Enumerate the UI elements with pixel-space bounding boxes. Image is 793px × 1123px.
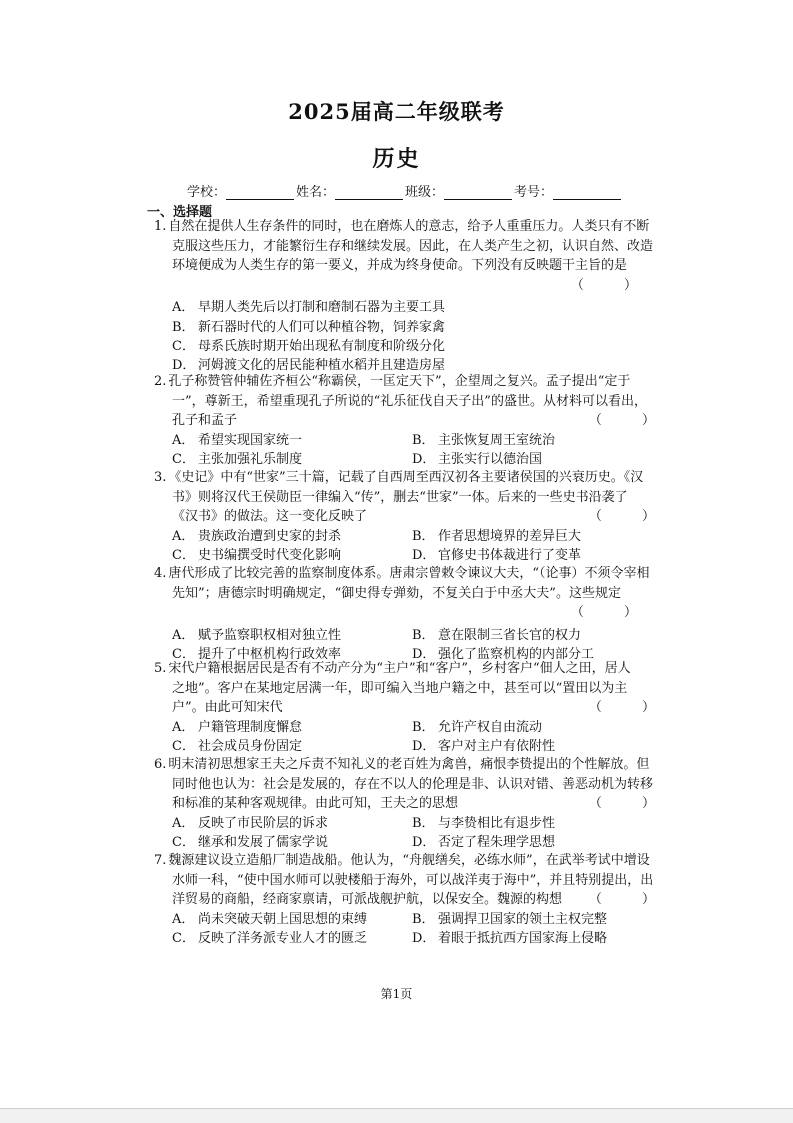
question-stem: 5. 宋代户籍根据居民是否有不动产分为“主户”和“客户”，乡村客户“佃人之田，居人 之地”。客户在某地定居满一年，即可编入当地户籍之中，甚至可以“置田以为主 户”。由此可知宋代 （ ） (154, 659, 659, 718)
question-stem: 1. 自然在提供人生存条件的同时，也在磨炼人的意志，给予人重重压力。人类只有不断 克服这些压力，才能繁衍生存和继续发展。因此，在人类产生之初，认识自然、改造 环境便成为人类生存的第一要义，并成为终身使命。下列没有反映题干主旨的是 (154, 219, 654, 274)
option-c[interactable]: C． 母系氏族时期开始出现私有制度和阶级分化 (172, 338, 446, 354)
option-b[interactable]: B． 新石器时代的人们可以种植谷物，饲养家禽 (172, 319, 446, 335)
option-d[interactable]: D． 否定了程朱理学思想 (412, 835, 556, 851)
answer-paren[interactable]: （ ） (588, 700, 673, 716)
page-bottom-bar (0, 1108, 793, 1123)
option-c[interactable]: C． 主张加强礼乐制度 (172, 452, 303, 468)
school-label: 学校： (187, 185, 227, 200)
question-3 (154, 468, 673, 565)
option-d[interactable]: D． 着眼于抵抗西方国家海上侵略 (412, 931, 608, 947)
option-c[interactable]: C． 提升了中枢机构行政效率 (172, 647, 342, 663)
class-label: 班级： (405, 185, 445, 200)
answer-paren[interactable]: （ ） (588, 509, 673, 525)
question-stem: 4. 唐代形成了比较完善的监察制度体系。唐肃宗曾敕令谏议大夫，“（论事）不须令宰相 先知”；唐德宗时明确规定，“御史得专弹劾，不复关白于中丞大夫”。这些规定 (154, 566, 650, 601)
examno-blank[interactable] (553, 185, 621, 200)
options (154, 814, 659, 853)
name-blank[interactable] (335, 185, 403, 200)
option-b[interactable]: B． 作者思想境界的差异巨大 (412, 528, 582, 544)
question-1 (154, 217, 659, 376)
answer-paren[interactable]: （ ） (588, 413, 673, 429)
option-c[interactable]: C． 反映了洋务派专业人才的匮乏 (172, 931, 368, 947)
exam-subject: 历史 (372, 146, 421, 172)
option-b[interactable]: B． 主张恢复周王室统治 (412, 432, 556, 448)
option-a[interactable]: A． 贵族政治遭到史家的封杀 (172, 528, 342, 544)
option-b[interactable]: B． 强调捍卫国家的领土主权完整 (412, 911, 608, 927)
option-d[interactable]: D． 强化了监察机构的内部分工 (412, 647, 595, 663)
option-a[interactable]: A． 早期人类先后以打制和磨制石器为主要工具 (172, 300, 446, 316)
answer-paren[interactable]: （ ） (588, 796, 673, 812)
section-heading: 一、选择题 (147, 205, 213, 220)
question-7 (154, 851, 673, 948)
answer-paren[interactable]: （ ） (588, 892, 673, 908)
class-blank[interactable] (444, 185, 512, 200)
question-stem: 7. 魏源建议设立造船厂制造战船。他认为，“舟舰缮矣，必练水师”，在武举考试中增设 水师一科，“使中国水师可以驶楼船于海外，可以战洋夷于海中”，并且特别提出，出 洋贸易的商船，经商家禀请，可派战舰护航，以保安全。魏源的构想 （ ） (154, 851, 659, 910)
options (154, 910, 659, 949)
option-a[interactable]: A． 赋予监察职权相对独立性 (172, 627, 342, 643)
options (154, 527, 659, 566)
school-blank[interactable] (226, 185, 294, 200)
option-c[interactable]: C． 史书编撰受时代变化影响 (172, 548, 342, 564)
option-d[interactable]: D． 河姆渡文化的居民能种植水稻并且建造房屋 (172, 358, 446, 374)
examno-label: 考号： (514, 185, 554, 200)
exam-title: 2025届高二年级联考 (288, 99, 505, 124)
option-c[interactable]: C． 继承和发展了儒家学说 (172, 835, 329, 851)
option-d[interactable]: D． 官修史书体裁进行了变革 (412, 548, 582, 564)
answer-paren[interactable]: （ ） (570, 277, 655, 293)
page-number: 第1页 (380, 987, 413, 1001)
student-info-line (187, 181, 623, 200)
options (154, 718, 659, 757)
option-a[interactable]: A． 希望实现国家统一 (172, 432, 303, 448)
option-a[interactable]: A． 反映了市民阶层的诉求 (172, 815, 329, 831)
question-2 (154, 372, 673, 469)
options (154, 431, 659, 470)
question-stem: 3. 《史记》中有“世家”三十篇，记载了自西周至西汉初各主要诸侯国的兴衰历史。《汉 书》则将汉代王侯勋臣一律编入“传”，删去“世家”一体。后来的一些史书沿袭了 《汉书》的做法。这一变化反映了 （ ） (154, 468, 659, 527)
option-b[interactable]: B． 与李贽相比有退步性 (412, 815, 556, 831)
name-label: 姓名： (296, 185, 336, 200)
question-4 (154, 564, 659, 664)
option-b[interactable]: B． 意在限制三省长官的权力 (412, 627, 582, 643)
option-b[interactable]: B． 允许产权自由流动 (412, 719, 543, 735)
option-a[interactable]: A． 户籍管理制度懈怠 (172, 719, 303, 735)
question-stem: 6. 明末清初思想家王夫之斥责不知礼义的老百姓为禽兽，痛恨李贽提出的个性解放。但 同时他也认为：社会是发展的，存在不以人的伦理是非、认识对错、善恶动机为转移 和标准的某种客观规律。由此可知，王夫之的思想 （ ） (154, 755, 659, 814)
answer-paren[interactable]: （ ） (570, 605, 655, 621)
question-6 (154, 755, 673, 852)
question-stem: 2. 孔子称赞管仲辅佐齐桓公“称霸侯，一匡定天下”，企望周之复兴。孟子提出“定于 一”，尊新王，希望重现孔子所说的“礼乐征伐自天子出”的盛世。从材料可以看出， 孔子和孟子 （ ） (154, 372, 659, 431)
question-5 (154, 659, 673, 756)
option-d[interactable]: D． 客户对主户有依附性 (412, 739, 556, 755)
option-a[interactable]: A． 尚未突破天朝上国思想的束缚 (172, 911, 368, 927)
option-d[interactable]: D． 主张实行以德治国 (412, 452, 543, 468)
options (154, 298, 659, 375)
option-c[interactable]: C． 社会成员身份固定 (172, 739, 303, 755)
